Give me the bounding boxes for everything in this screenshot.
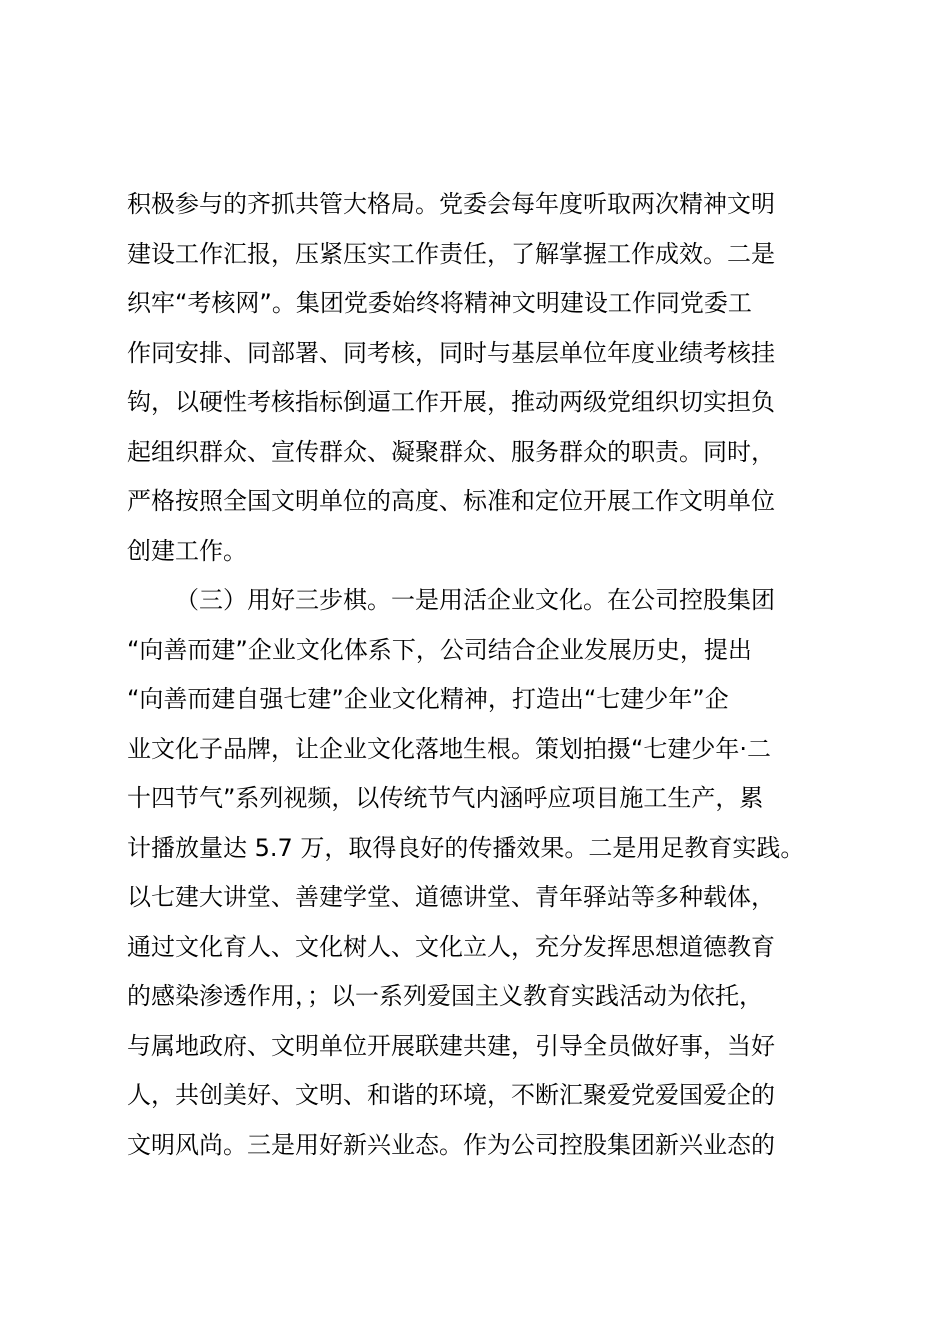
section-heading-line: （三）用好三步棋。一是用活企业文化。在公司控股集团 bbox=[175, 586, 775, 614]
text-line: 十四节气”系列视频，以传统节气内涵呼应项目施工生产，累 bbox=[127, 784, 764, 812]
body-text bbox=[127, 180, 847, 1170]
text-line: 业文化子品牌，让企业文化落地生根。策划拍摄“七建少年·二 bbox=[127, 734, 772, 763]
text-line: 创建工作。 bbox=[127, 536, 247, 565]
text-line: 与属地政府、文明单位开展联建共建，引导全员做好事，当好 bbox=[127, 1031, 775, 1060]
text-line: 作同安排、同部署、同考核，同时与基层单位年度业绩考核挂 bbox=[127, 338, 775, 367]
text-line: 建设工作汇报，压紧压实工作责任，了解掌握工作成效。二是 bbox=[127, 239, 775, 268]
text-line: 的感染渗透作用，；以一系列爱国主义教育实践活动为依托， bbox=[127, 982, 763, 1010]
text-line: 织牢“考核网”。集团党委始终将精神文明建设工作同党委工 bbox=[127, 289, 752, 317]
text-line: 计播放量达 5.7 万，取得良好的传播效果。二是用足教育实践。 bbox=[127, 833, 805, 862]
text-line: 钩，以硬性考核指标倒逼工作开展，推动两级党组织切实担负 bbox=[127, 388, 775, 416]
text-line: 严格按照全国文明单位的高度、标准和定位开展工作文明单位 bbox=[127, 487, 775, 515]
text-line: 积极参与的齐抓共管大格局。党委会每年度听取两次精神文明 bbox=[127, 190, 775, 218]
text-line: 以七建大讲堂、善建学堂、道德讲堂、青年驿站等多种载体， bbox=[127, 883, 775, 911]
text-line: “向善而建”企业文化体系下，公司结合企业发展历史，提出 bbox=[127, 635, 752, 664]
text-line: 人，共创美好、文明、和谐的环境，不断汇聚爱党爱国爱企的 bbox=[127, 1081, 775, 1109]
text-line: 文明风尚。三是用好新兴业态。作为公司控股集团新兴业态的 bbox=[127, 1130, 775, 1159]
text-line: 起组织群众、宣传群众、凝聚群众、服务群众的职责。同时， bbox=[127, 437, 775, 466]
text-line: “向善而建自强七建”企业文化精神，打造出“七建少年”企 bbox=[127, 685, 729, 713]
text-line: 通过文化育人、文化树人、文化立人，充分发挥思想道德教育 bbox=[127, 932, 775, 961]
